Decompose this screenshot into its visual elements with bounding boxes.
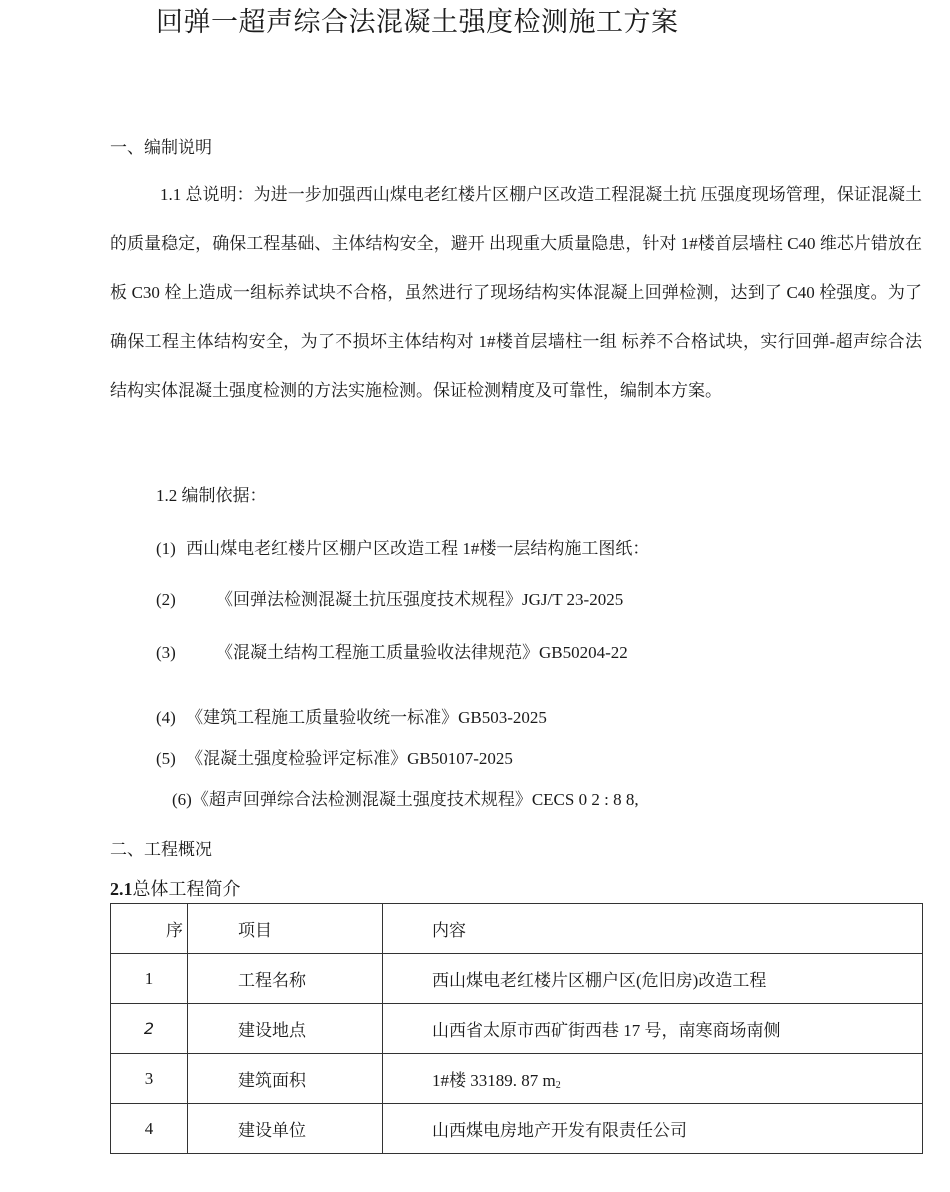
reference-text: 西山煤电老红楼片区棚户区改造工程 1#楼一层结构施工图纸： [186, 539, 650, 558]
reference-number: (1) [156, 539, 176, 558]
subheading-number: 2.1 [110, 879, 133, 899]
section1-heading: 一、编制说明 [110, 138, 212, 157]
row-item: 建设单位 [188, 1104, 383, 1154]
general-description-paragraph: 1.1 总说明：为进一步加强西山煤电老红楼片区棚户区改造工程混凝土抗 压强度现场管理，保证混凝土的质量稳定，确保工程基础、主体结构安全，避开 出现重大质量隐患，针对 1#楼首层墙柱 C40 维芯片错放在板 C30 栓上造成一组标养试块不合格，虽然进行了现场结构实体混凝上回弹检测，达到了 C40 栓强度。为了确保工程主体结构安全，为了不损坏主体结构对 1#楼首层墙柱一组 标养不合格试块，实行回弹-超声综合法结构实体混凝土强度检测的方法实施检测。保证检测精度及可靠性，编制本方案。 [110, 185, 922, 400]
row-number: 3 [111, 1054, 188, 1104]
reference-text: 《建筑工程施工质量验收统一标准》GB503-2025 [186, 708, 547, 727]
table-row [111, 954, 923, 1004]
row-item: 建筑面积 [188, 1054, 383, 1104]
row-number-text: 2 [143, 1018, 155, 1038]
row-content: 山西煤电房地产开发有限责任公司 [383, 1104, 923, 1154]
area-unit-subscript: 2 [555, 1080, 561, 1091]
section2-heading: 二、工程概况 [110, 840, 212, 859]
basis-heading: 1.2 编制依据： [156, 486, 267, 505]
row-item: 建设地点 [188, 1004, 383, 1054]
subheading-title: 总体工程简介 [132, 879, 241, 899]
row-content: 山西省太原市西矿街西巷 17 号，南寒商场南侧 [383, 1004, 923, 1054]
project-overview-table [110, 903, 923, 1154]
reference-item-6 [172, 785, 639, 810]
reference-number: (6) [172, 790, 192, 809]
row-number: 4 [111, 1104, 188, 1154]
reference-item-5 [156, 744, 513, 769]
reference-number: (2) [156, 590, 176, 609]
row-number [111, 1004, 188, 1054]
reference-text: 《混凝土强度检验评定标准》GB50107-2025 [186, 749, 513, 768]
reference-number: (5) [156, 749, 176, 768]
row-item: 工程名称 [188, 954, 383, 1004]
table-row [111, 1004, 923, 1054]
reference-text: 《回弹法检测混凝土抗压强度技术规程》JGJ/T 23-2025 [216, 590, 624, 609]
reference-item-2 [156, 585, 623, 610]
table-row [111, 1104, 923, 1154]
header-cell-content: 内容 [383, 904, 923, 954]
row-number: 1 [111, 954, 188, 1004]
reference-item-1 [156, 534, 649, 559]
document-title: 回弹一超声综合法混凝土强度检测施工方案 [156, 7, 679, 38]
header-cell-no: 序 [111, 904, 188, 954]
overview-subheading [110, 875, 241, 901]
table-row [111, 1054, 923, 1104]
reference-number: (4) [156, 708, 176, 727]
table-header-row [111, 904, 923, 954]
reference-item-3 [156, 638, 628, 663]
reference-text: 《超声回弹综合法检测混凝土强度技术规程》CECS 0 2 : 8 8, [191, 790, 639, 809]
row-content [383, 1054, 923, 1104]
reference-item-4 [156, 703, 547, 728]
header-cell-item: 项目 [188, 904, 383, 954]
row-content: 西山煤电老红楼片区棚户区(危旧房)改造工程 [383, 954, 923, 1004]
reference-text: 《混凝土结构工程施工质量验收法律规范》GB50204-22 [216, 643, 628, 662]
area-value: 1#楼 33189. 87 m [432, 1071, 556, 1090]
reference-number: (3) [156, 643, 176, 662]
